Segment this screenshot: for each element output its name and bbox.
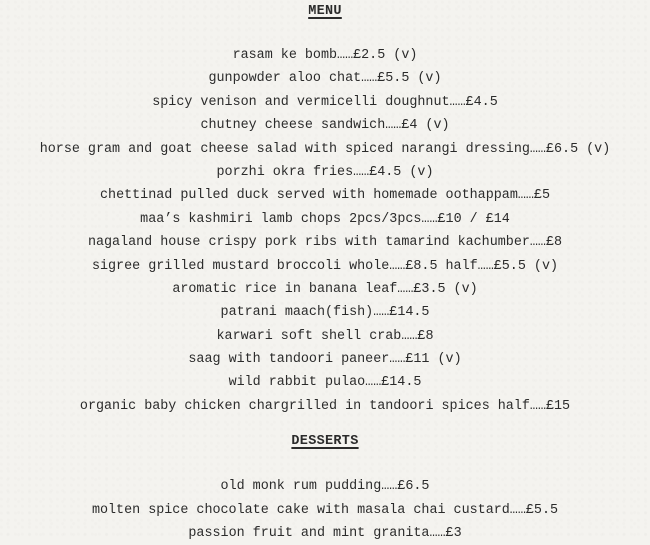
dessert-item-rum-pudding: old monk rum pudding……£6.5 bbox=[220, 479, 430, 495]
menu-item-soft-shell-crab: karwari soft shell crab……£8 bbox=[216, 328, 434, 344]
menu-item-horse-gram-salad: horse gram and goat cheese salad with spiced narangi dressing……£6.5 (v) bbox=[39, 141, 611, 157]
menu-item-chutney-cheese-sandwich: chutney cheese sandwich……£4 (v) bbox=[200, 118, 450, 134]
menu-item-mustard-broccoli: sigree grilled mustard broccoli whole……£8.5 half……£5.5 (v) bbox=[91, 258, 559, 274]
menu-item-saag-paneer: saag with tandoori paneer……£11 (v) bbox=[188, 352, 462, 368]
menu-item-pork-ribs: nagaland house crispy pork ribs with tamarind kachumber……£8 bbox=[87, 235, 563, 251]
menu-item-rasam-ke-bomb: rasam ke bomb……£2.5 (v) bbox=[232, 48, 418, 63]
menu-item-aromatic-rice: aromatic rice in banana leaf……£3.5 (v) bbox=[172, 281, 478, 297]
menu-item-patrani-maach: patrani maach(fish)……£14.5 bbox=[220, 305, 430, 321]
menu-item-okra-fries: porzhi okra fries……£4.5 (v) bbox=[216, 164, 434, 180]
menu-heading: MENU bbox=[308, 4, 342, 19]
menu-item-lamb-chops: maa’s kashmiri lamb chops 2pcs/3pcs……£10 / £14 bbox=[140, 211, 510, 227]
menu-item-pulled-duck: chettinad pulled duck served with homemade oothappam……£5 bbox=[100, 188, 550, 204]
menu-item-venison-doughnut: spicy venison and vermicelli doughnut……£4.5 bbox=[152, 94, 498, 110]
dessert-item-chocolate-cake: molten spice chocolate cake with masala chai custard……£5.5 bbox=[91, 502, 559, 518]
menu-item-gunpowder-aloo-chat: gunpowder aloo chat……£5.5 (v) bbox=[208, 71, 442, 87]
desserts-list bbox=[0, 475, 650, 545]
menu-item-rabbit-pulao: wild rabbit pulao……£14.5 bbox=[228, 375, 422, 391]
desserts-heading: DESSERTS bbox=[291, 434, 359, 450]
dessert-item-granita: passion fruit and mint granita……£3 bbox=[188, 526, 462, 542]
menu-item-baby-chicken: organic baby chicken chargrilled in tandoori spices half……£15 bbox=[79, 398, 571, 414]
menu-list bbox=[0, 44, 650, 418]
